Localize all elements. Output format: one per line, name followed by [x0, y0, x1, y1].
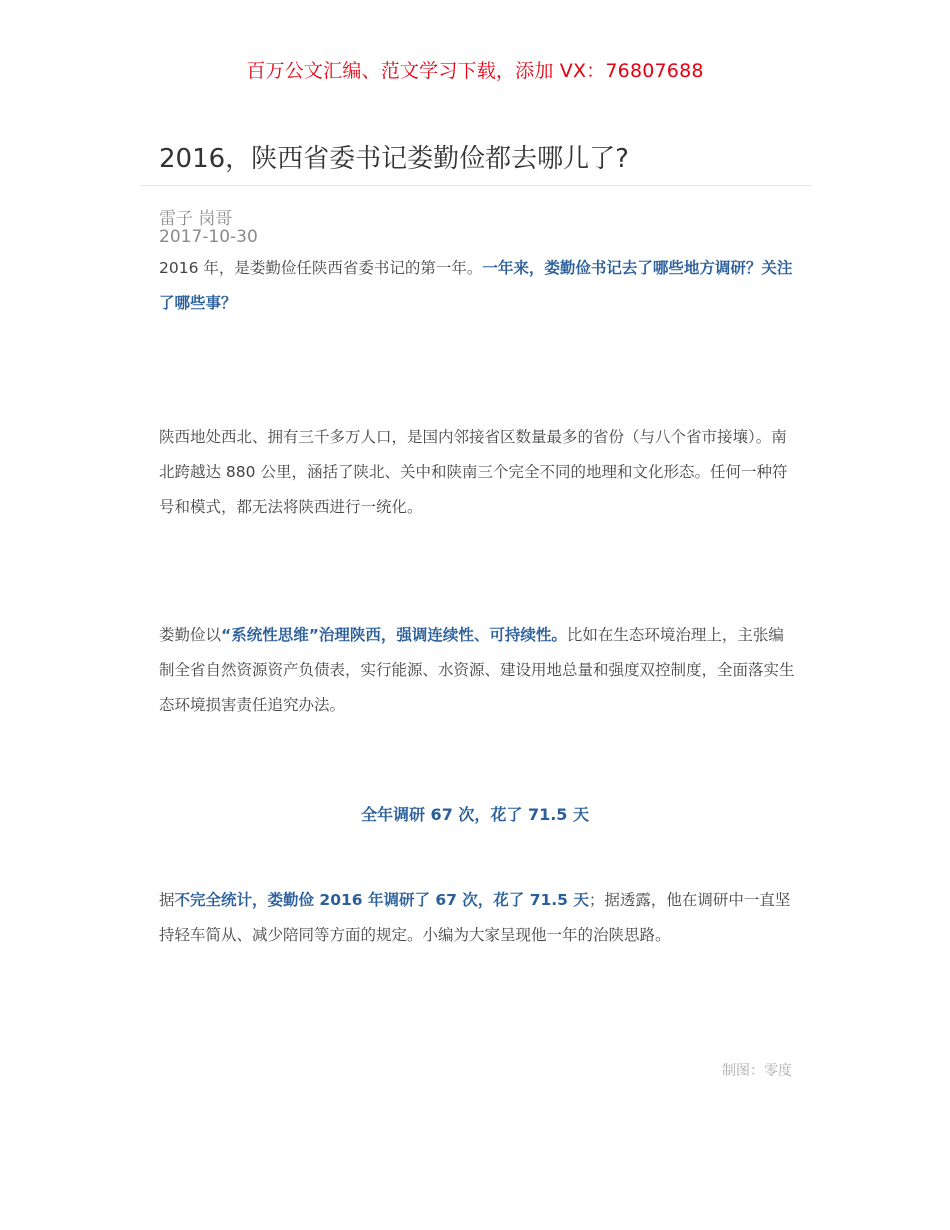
graphic-credit: 制图：零度: [722, 1063, 792, 1079]
paragraph-governance: [159, 618, 799, 723]
article-title: 2016，陕西省委书记娄勤俭都去哪儿了?: [159, 144, 629, 174]
paragraph-intro: [159, 251, 799, 321]
article-author: 雷子 岗哥: [159, 209, 233, 229]
paragraph-research-stats: [159, 883, 799, 953]
paragraph-prefix: 据: [159, 891, 175, 909]
promo-banner: 百万公文汇编、范文学习下载，添加 VX：76807688: [246, 60, 704, 82]
paragraph-highlight: “系统性思维”治理陕西，强调连续性、可持续性。: [221, 626, 567, 644]
section-subheading: 全年调研 67 次，花了 71.5 天: [360, 805, 590, 824]
article-date: 2017-10-30: [159, 227, 258, 247]
title-divider: [140, 185, 812, 186]
paragraph-highlight: 不完全统计，娄勤俭 2016 年调研了 67 次，花了 71.5 天: [174, 891, 589, 909]
paragraph-suffix: 比如在生态环境治理上，主张编制全省自然资源资产负债表，实行能源、水资源、建设用地总量和强度双控制度，全面落实生态环境损害责任追究办法。: [159, 626, 795, 714]
paragraph-suffix: ；据透露，他在调研中一直坚持轻车简从、减少陪同等方面的规定。小编为大家呈现他一年的治陕思路。: [159, 891, 791, 944]
paragraph-highlight: 一年来，娄勤俭书记去了哪些地方调研？关注了哪些事？: [159, 259, 793, 312]
paragraph-prefix: 娄勤俭以: [159, 626, 222, 644]
paragraph-geography: 陕西地处西北、拥有三千多万人口，是国内邻接省区数量最多的省份（与八个省市接壤）。南北跨越达 880 公里，涵括了陕北、关中和陕南三个完全不同的地理和文化形态。任何一种符号和模式，都无法将陕西进行一统化。: [159, 428, 788, 516]
paragraph-text: 2016 年，是娄勤俭任陕西省委书记的第一年。: [159, 259, 483, 277]
